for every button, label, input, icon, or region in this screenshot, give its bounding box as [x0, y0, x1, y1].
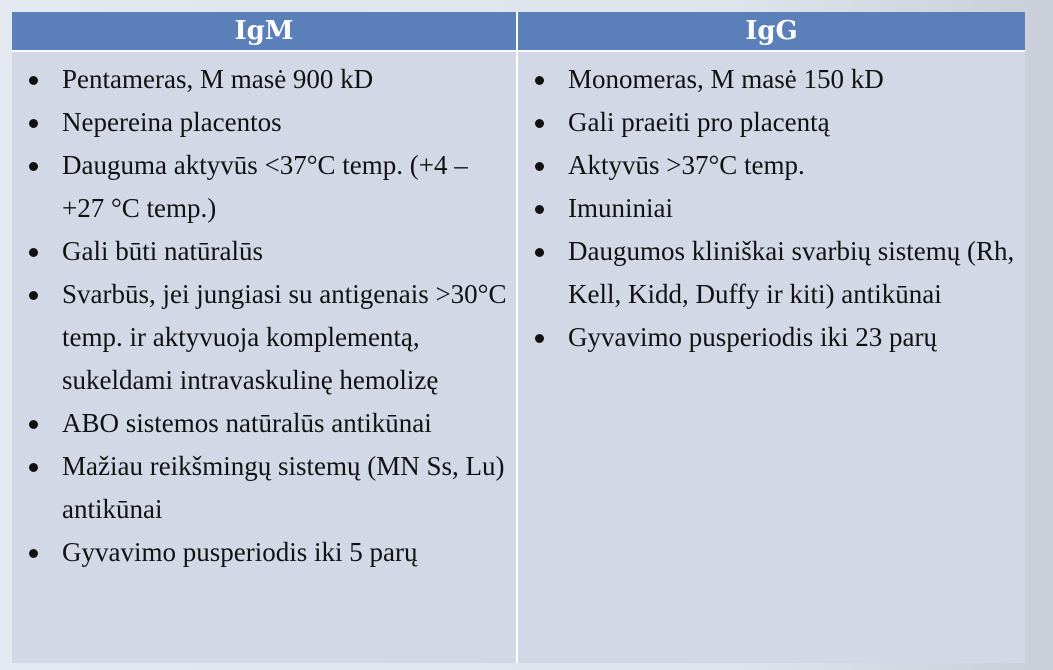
- list-item: Aktyvūs >37°C temp.: [518, 144, 1025, 187]
- list-item: Gali būti natūralūs: [12, 230, 516, 273]
- list-item: Svarbūs, jei jungiasi su antigenais >30°C temp. ir aktyvuoja komplementą, sukeldami intravaskulinę hemolizę: [12, 273, 516, 402]
- list-item: Gyvavimo pusperiodis iki 23 parų: [518, 316, 1025, 359]
- list-item: Gali praeiti pro placentą: [518, 101, 1025, 144]
- comparison-table: [12, 12, 1025, 663]
- list-item: ABO sistemos natūralūs antikūnai: [12, 402, 516, 445]
- list-item: Dauguma aktyvūs <37°C temp. (+4 – +27 °C temp.): [12, 144, 516, 230]
- igm-cell: [12, 52, 518, 663]
- list-item: Pentameras, M masė 900 kD: [12, 58, 516, 101]
- list-item: Mažiau reikšmingų sistemų (MN Ss, Lu) antikūnai: [12, 445, 516, 531]
- header-igm: IgM: [12, 12, 518, 52]
- list-item: Gyvavimo pusperiodis iki 5 parų: [12, 531, 516, 574]
- igg-cell: [518, 52, 1025, 663]
- list-item: Monomeras, M masė 150 kD: [518, 58, 1025, 101]
- list-item: Nepereina placentos: [12, 101, 516, 144]
- header-igg: IgG: [518, 12, 1025, 52]
- igg-list: [518, 58, 1025, 359]
- igm-list: [12, 58, 516, 574]
- list-item: Daugumos kliniškai svarbių sistemų (Rh, Kell, Kidd, Duffy ir kiti) antikūnai: [518, 230, 1025, 316]
- list-item: Imuniniai: [518, 187, 1025, 230]
